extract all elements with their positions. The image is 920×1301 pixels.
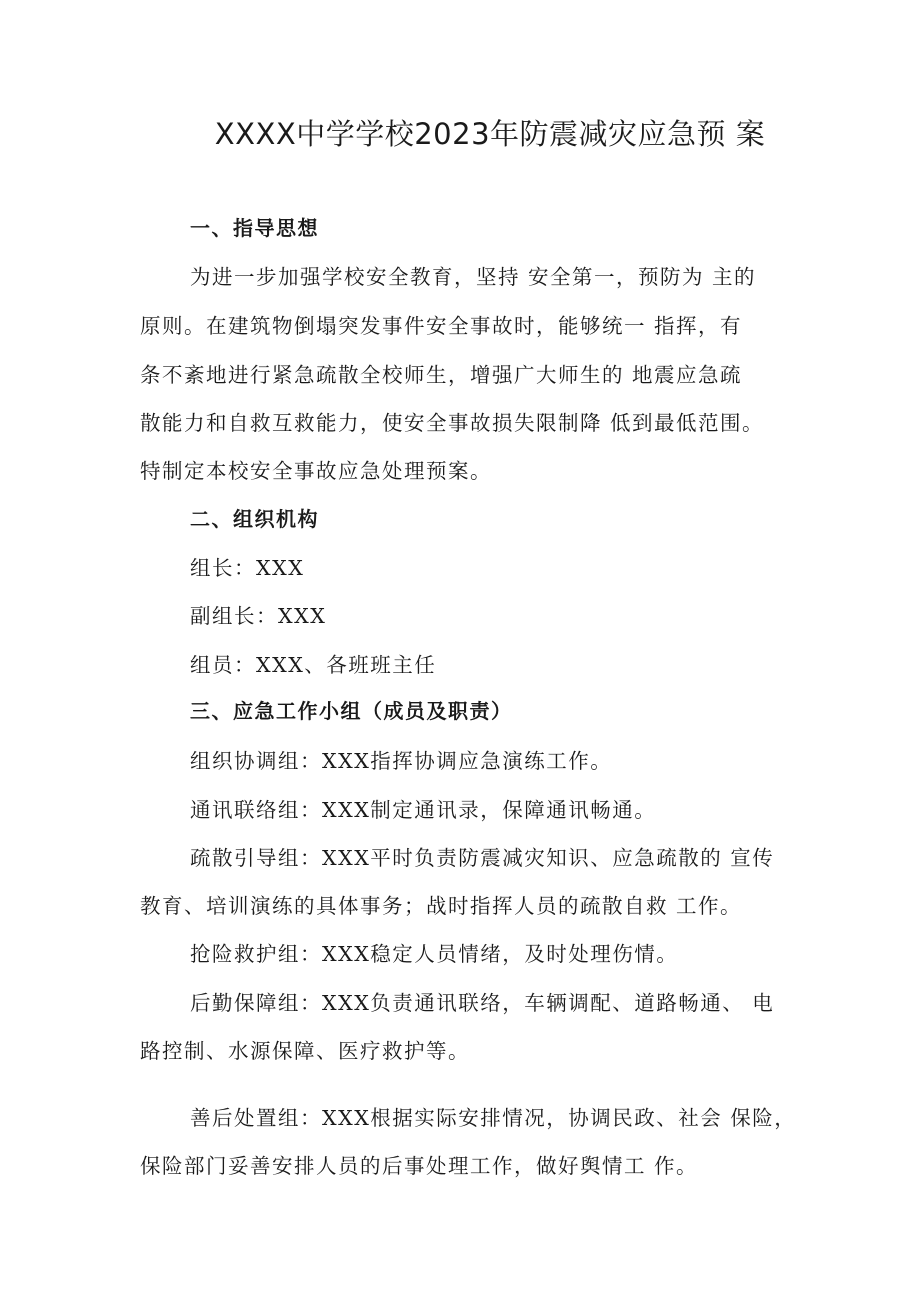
rescue-group-line: 抢险救护组：XXX稳定人员情绪，及时处理伤情。	[190, 942, 679, 966]
communication-group-line: 通讯联络组：XXX制定通讯录，保障通讯畅通。	[190, 798, 657, 822]
section-1-heading: 一、指导思想	[190, 216, 319, 240]
evacuation-group-line-cont: 教育、培训演练的具体事务；战时指挥人员的疏散自救 工作。	[140, 894, 743, 918]
paragraph-line: 条不紊地进行紧急疏散全校师生，增强广大师生的 地震应急疏	[140, 363, 743, 387]
logistics-group-line: 后勤保障组：XXX负责通讯联络，车辆调配、道路畅通、 电	[190, 991, 775, 1015]
section-2-heading: 二、组织机构	[190, 507, 319, 531]
evacuation-group-line: 疏散引导组：XXX平时负责防震减灾知识、应急疏散的 宣传	[190, 846, 775, 870]
section-3-heading: 三、应急工作小组（成员及职责）	[190, 699, 513, 723]
page-title: XXXX中学学校2023年防震减灾应急预 案	[214, 117, 766, 151]
leader-line: 组长：XXX	[190, 556, 305, 580]
deputy-leader-line: 副组长：XXX	[190, 604, 327, 628]
paragraph-line: 特制定本校安全事故应急处理预案。	[140, 459, 492, 483]
aftermath-group-line: 善后处置组：XXX根据实际安排情况，协调民政、社会 保险，	[190, 1106, 797, 1130]
logistics-group-line-cont: 路控制、水源保障、医疗救护等。	[140, 1039, 470, 1063]
paragraph-line: 原则。在建筑物倒塌突发事件安全事故时，能够统一 指挥，有	[140, 314, 743, 338]
coordination-group-line: 组织协调组：XXX指挥协调应急演练工作。	[190, 749, 613, 773]
paragraph-line: 散能力和自救互救能力，使安全事故损失限制降 低到最低范围。	[140, 411, 765, 435]
paragraph-line: 为进一步加强学校安全教育，坚持 安全第一，预防为 主的	[190, 265, 757, 289]
members-line: 组员：XXX、各班班主任	[190, 653, 437, 677]
aftermath-group-line-cont: 保险部门妥善安排人员的后事处理工作，做好舆情工 作。	[140, 1154, 699, 1178]
